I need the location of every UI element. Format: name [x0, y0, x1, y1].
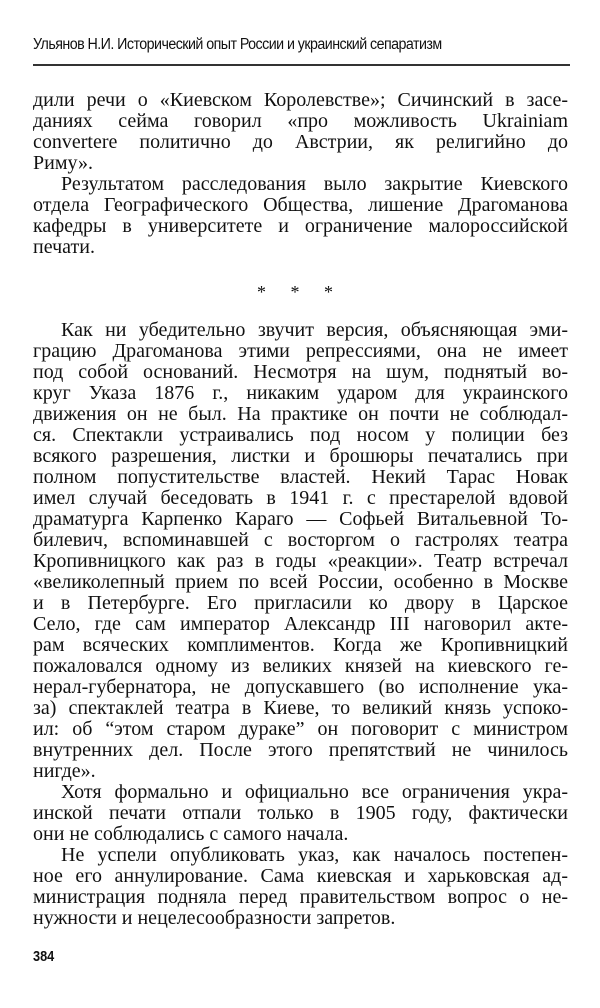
header-rule	[33, 64, 570, 66]
section-separator: * * *	[257, 282, 343, 302]
page-number: 384	[33, 948, 55, 965]
paragraph	[33, 782, 568, 845]
text-line: за) спектаклей театра в Киеве, то великий князь успоко-	[33, 697, 568, 719]
text-line: дили речи о «Киевском Королевстве»; Сичинский в засе-	[33, 89, 568, 111]
text-line: всякого разрешения, листки и брошюры печатались при	[33, 445, 568, 467]
text-line: Село, где сам император Александр III наговорил акте-	[33, 613, 568, 635]
text-line: пожаловался одному из великих князей на киевского ге-	[33, 655, 568, 677]
text-line: «великолепный прием по всей России, особенно в Москве	[33, 571, 568, 593]
text-line: грацию Драгоманова этими репрессиями, она не имеет	[33, 340, 568, 362]
text-line: рам всяческих комплиментов. Когда же Кропивницкий	[33, 634, 568, 656]
text-line: Не успели опубликовать указ, как началось постепен-	[61, 844, 568, 866]
text-line: билевич, вспоминавшей с восторгом о гастролях театра	[33, 529, 568, 551]
text-line: даниях сейма говорил «про можливость Ukrainiam	[33, 110, 568, 132]
text-line: движения он не был. На практике он почти не соблюдал-	[33, 403, 568, 425]
text-line: ил: об “этом старом дураке” он поговорит с министром	[33, 718, 568, 740]
text-line: под собой оснований. Несмотря на шум, поднятый во-	[33, 361, 568, 383]
text-line: и в Петербурге. Его пригласили ко двору в Царское	[33, 592, 568, 614]
text-line: внутренних дел. После этого препятствий не чинилось	[33, 739, 568, 761]
text-line: ное его аннулирование. Сама киевская и харьковская ад-	[33, 865, 568, 887]
text-block-top	[33, 90, 568, 258]
text-line: они не соблюдались с самого начала.	[33, 823, 349, 845]
text-line: кафедры в университете и ограничение малороссийской	[33, 215, 568, 237]
running-header: Ульянов Н.И. Исторический опыт России и украинский сепаратизм	[33, 36, 442, 53]
paragraph	[33, 90, 568, 174]
text-line: министрация подняла перед правительством вопрос о не-	[33, 886, 568, 908]
text-line: нигде».	[33, 760, 96, 782]
text-line: нужности и нецелесообразности запретов.	[33, 907, 396, 929]
text-line: отдела Географического Общества, лишение Драгоманова	[33, 194, 568, 216]
text-line: convertere политично до Австрии, як религийно до	[33, 131, 568, 153]
text-line: Хотя формально и официально все ограничения укра-	[61, 781, 568, 803]
text-line: полном попустительстве властей. Некий Тарас Новак	[33, 466, 568, 488]
text-line: драматурга Карпенко Караго — Софьей Витальевной То-	[33, 508, 568, 530]
text-line: имел случай беседовать в 1941 г. с престарелой вдовой	[33, 487, 568, 509]
text-line: круг Указа 1876 г., никаким ударом для украинского	[33, 382, 568, 404]
text-line: печати.	[33, 236, 95, 258]
text-line: Риму».	[33, 152, 93, 174]
paragraph	[33, 320, 568, 782]
paragraph	[33, 174, 568, 258]
text-line: инской печати отпали только в 1905 году, фактически	[33, 802, 568, 824]
text-line: ся. Спектакли устраивались под носом у полиции без	[33, 424, 568, 446]
text-line: Кропивницкого как раз в годы «реакции». Театр встречал	[33, 550, 568, 572]
paragraph	[33, 845, 568, 929]
text-line: Как ни убедительно звучит версия, объясняющая эми-	[61, 319, 568, 341]
text-line: нерал-губернатора, не допускавшего (во исполнение ука-	[33, 676, 568, 698]
text-block-main	[33, 320, 568, 929]
text-line: Результатом расследования выло закрытие Киевского	[61, 173, 568, 195]
